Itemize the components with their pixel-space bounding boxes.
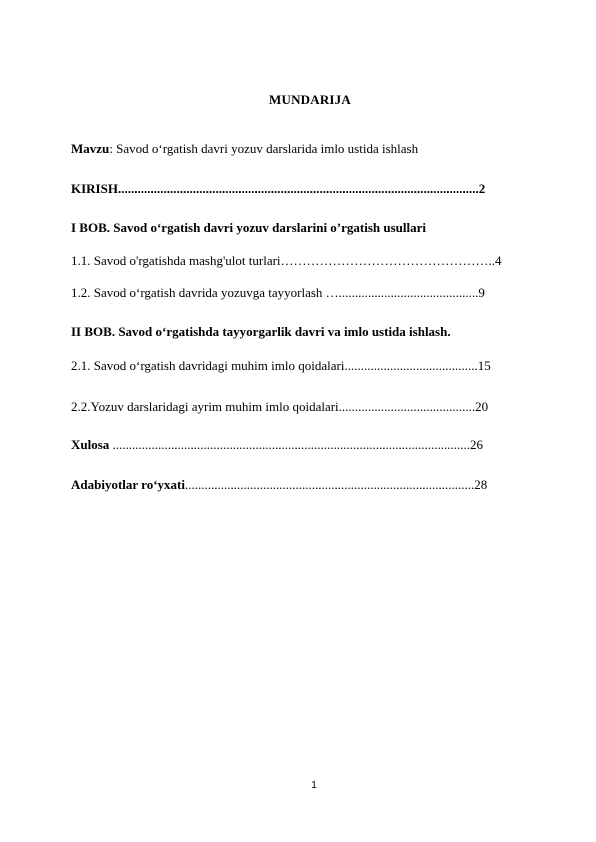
toc-chapter-1: I BOB. Savod o‘rgatish davri yozuv darslarini o’rgatish usullari	[71, 220, 427, 235]
toc-chapter-2: II BOB. Savod o‘rgatishda tayyorgarlik davri va imlo ustida ishlash.	[71, 324, 451, 339]
references-leader: .........................................................................................28	[185, 477, 488, 492]
toc-entry-2-1: 2.1. Savod o‘rgatish davridagi muhim imlo qoidalari.........................................15	[71, 358, 491, 373]
topic-line	[71, 141, 418, 157]
document-title: MUNDARIJA	[269, 92, 351, 107]
toc-entry-references	[71, 477, 487, 493]
conclusion-leader: ..............................................................................................................26	[109, 437, 484, 452]
toc-entry-2-2: 2.2.Yozuv darslaridagi ayrim muhim imlo qoidalari..........................................20	[71, 399, 489, 414]
topic-label: Mavzu	[71, 141, 110, 156]
references-label: Adabiyotlar ro‘yxati	[71, 477, 185, 492]
page-number: 1	[311, 780, 317, 791]
conclusion-label: Xulosa	[71, 437, 110, 452]
topic-text: : Savod o‘rgatish davri yozuv darslarida imlo ustida ishlash	[109, 141, 419, 156]
toc-entry-intro: KIRISH...............................................................................................................2	[71, 181, 486, 196]
toc-entry-1-1: 1.1. Savod o'rgatishda mashg'ulot turlari…………………………………………..4	[71, 253, 502, 268]
toc-entry-conclusion	[71, 437, 483, 453]
toc-entry-1-2: 1.2. Savod o‘rgatish davrida yozuvga tayyorlash …...........................................9	[71, 285, 485, 300]
